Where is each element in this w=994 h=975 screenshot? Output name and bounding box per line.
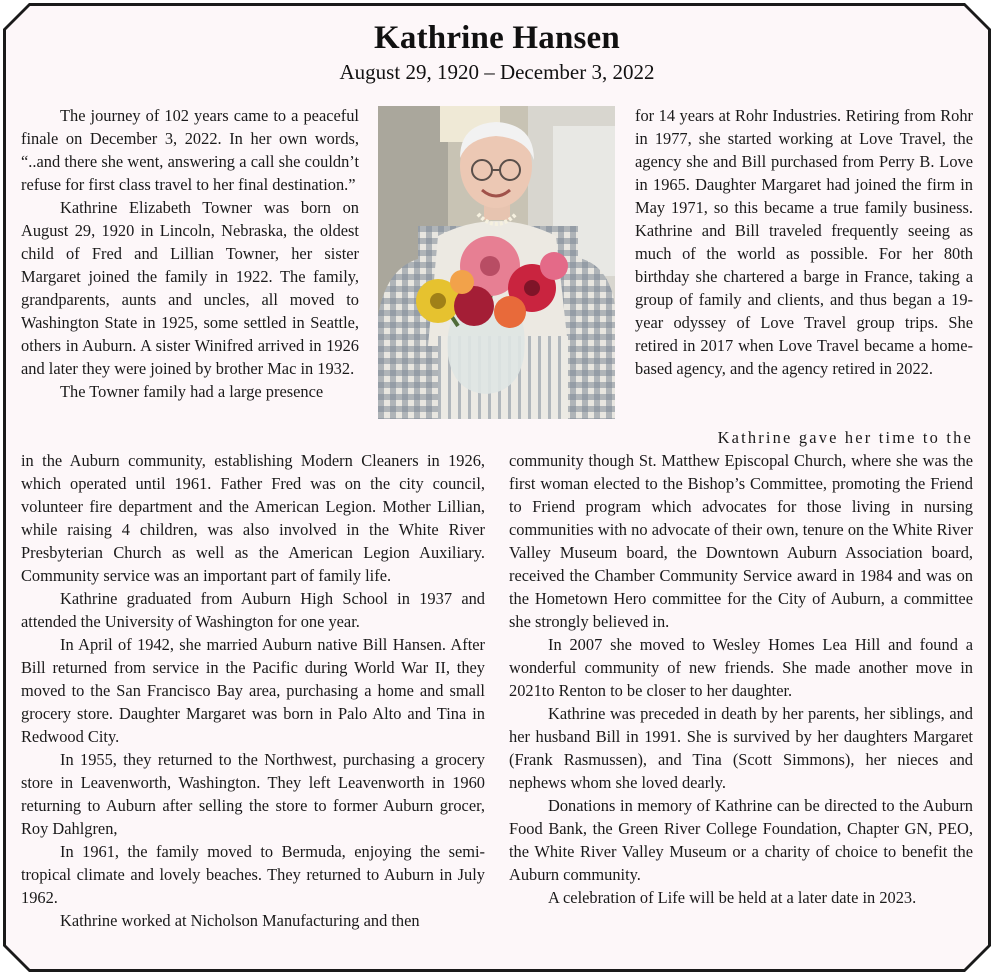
paragraph: Kathrine gave her time to the [717,428,973,447]
paragraph: Kathrine Elizabeth Towner was born on August 29, 1920 in Lincoln, Nebraska, the oldest child of Fred and Lillian Towner, her sister Margaret joined the family in 1922. The family, grandparents, aunts and uncles, all moved to Washington State in 1925, some settled in Seattle, others in Auburn. A sister Winifred arrived in 1926 and later they were joined by brother Mac in 1932. [21,198,359,378]
paragraph: in the Auburn community, establishing Modern Cleaners in 1926, which operated until 1961. Father Fred was on the city council, volunteer fire department and the American Legion. Mother Lillian, while raising 4 children, was also involved in the White River Presbyterian Church as well as the American Legion Auxiliary. Community service was an important part of family life. [21,451,485,585]
paragraph: Donations in memory of Kathrine can be directed to the Auburn Food Bank, the Green River College Foundation, Chapter GN, PEO, the White River Valley Museum or a charity of choice to benefit the Auburn community. [509,796,973,884]
portrait-photo [378,106,615,419]
paragraph: The Towner family had a large presence [60,382,324,401]
column-1-intro [21,104,359,403]
paragraph: Kathrine was preceded in death by her parents, her siblings, and her husband Bill in 1991. She is survived by her daughters Margaret (Frank Rasmussen), and Tina (Scott Simmons), her nieces and nephews whom she loved dearly. [509,704,973,792]
paragraph: for 14 years at Rohr Industries. Retiring from Rohr in 1977, she started working at Love Travel, the agency she and Bill purchased from Perry B. Love in 1965. Daughter Margaret had joined the firm in May 1971, so this became a true family business. Kathrine and Bill traveled frequently seeing as much of the world as possible. For her 80th birthday she chartered a barge in France, taking a group of family and clients, and thus began a 19-year odyssey of Love Travel group trips. She retired in 2017 when Love Travel became a home-based agency, and the agency retired in 2022. [635,106,973,378]
paragraph: Kathrine graduated from Auburn High School in 1937 and attended the University of Washington for one year. [21,589,485,631]
paragraph: The journey of 102 years came to a peaceful finale on December 3, 2022. In her own words, “..and there she went, answering a call she couldn’t refuse for first class travel to her final destination.” [21,106,359,194]
paragraph: In 2007 she moved to Wesley Homes Lea Hill and found a wonderful community of new friends. She made another move in 2021to Renton to be closer to her daughter. [509,635,973,700]
column-2-top [635,104,973,380]
paragraph: In 1955, they returned to the Northwest, purchasing a grocery store in Leavenworth, Washington. They left Leavenworth in 1960 returning to Auburn after selling the store to former Auburn grocer, Roy Dahlgren, [21,750,485,838]
column-1-body [21,449,485,932]
paragraph: A celebration of Life will be held at a later date in 2023. [548,888,917,907]
paragraph: community though St. Matthew Episcopal Church, where she was the first woman elected to the Bishop’s Committee, promoting the Friend to Friend program which advocates for those living in nursing communities with no advocate of their own, tenure on the White River Valley Museum board, the Downtown Auburn Association board, received the Chamber Community Service award in 1984 and was on the Hometown Hero committee for the City of Auburn, a committee she strongly believed in. [509,451,973,631]
obituary-name: Kathrine Hansen [374,20,620,56]
column-2-body [509,449,973,909]
column-2-lead [635,426,973,449]
paragraph: In April of 1942, she married Auburn native Bill Hansen. After Bill returned from service in the Pacific during World War II, they moved to the San Francisco Bay area, purchasing a home and small grocery store. Daughter Margaret was born in Palo Alto and Tina in Redwood City. [21,635,485,746]
paragraph: Kathrine worked at Nicholson Manufacturing and then [60,911,420,930]
paragraph: In 1961, the family moved to Bermuda, enjoying the semi-tropical climate and lovely beaches. They returned to Auburn in July 1962. [21,842,485,907]
obituary-dates: August 29, 1920 – December 3, 2022 [339,60,655,84]
